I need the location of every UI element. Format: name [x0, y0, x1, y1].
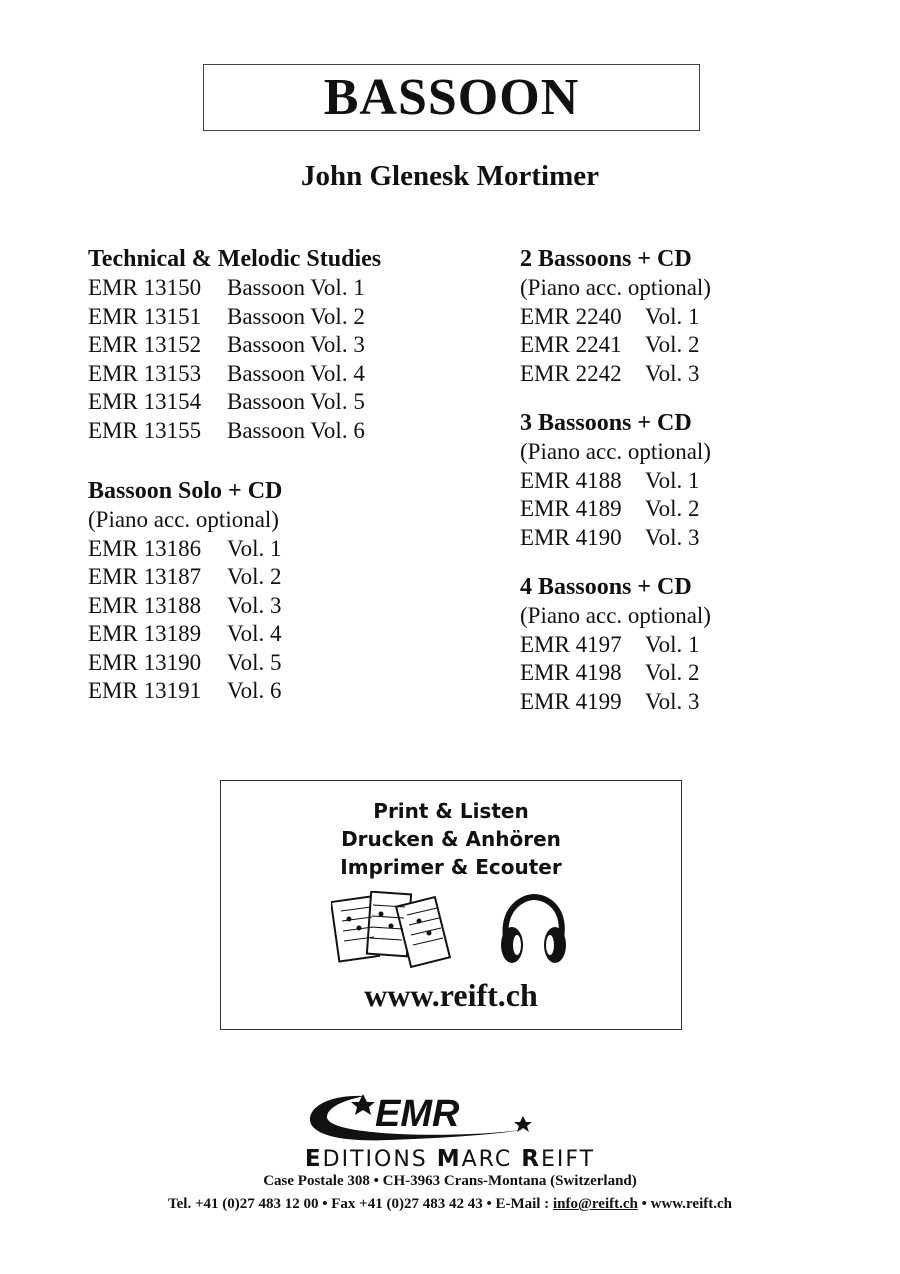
- publisher-name: EDITIONS MARC REIFT: [304, 1146, 596, 1172]
- catalog-code: EMR 13151: [88, 303, 202, 329]
- catalog-entry: [520, 524, 711, 553]
- catalog-title: Bassoon Vol. 5: [227, 389, 365, 414]
- catalog-entry: [88, 677, 381, 706]
- publisher-address: Case Postale 308 • CH-3963 Crans-Montana (Switzerland): [263, 1173, 637, 1189]
- author-name: John Glenesk Mortimer: [300, 160, 599, 192]
- catalog-title: Vol. 3: [227, 592, 282, 618]
- catalog-entry: [88, 620, 381, 649]
- page-title: BASSOON: [323, 69, 580, 126]
- catalog-title: Vol. 5: [227, 649, 282, 675]
- catalog-entry: [88, 303, 381, 332]
- catalog-code: EMR 13189: [88, 621, 202, 646]
- section-heading: 2 Bassoons + CD: [520, 246, 692, 272]
- catalog-entry: [88, 649, 381, 678]
- catalog-entry: [88, 331, 381, 360]
- catalog-title: Vol. 3: [645, 524, 700, 550]
- catalog-code: EMR 13152: [88, 332, 202, 357]
- right-catalog-column: [520, 244, 711, 716]
- catalog-entry: [88, 388, 381, 417]
- promo-line-english: Print & Listen: [373, 799, 529, 823]
- sheet-music-icon: [331, 891, 451, 971]
- section-heading: 3 Bassoons + CD: [520, 410, 692, 436]
- section-note: (Piano acc. optional): [520, 603, 711, 628]
- catalog-title: Vol. 2: [645, 660, 700, 685]
- catalog-entry: [88, 535, 381, 564]
- section-note: (Piano acc. optional): [520, 275, 711, 300]
- promo-line-german: Drucken & Anhören: [341, 827, 561, 851]
- catalog-code: EMR 2242: [520, 360, 622, 386]
- catalog-entry: [88, 563, 381, 592]
- catalog-code: EMR 4197: [520, 631, 622, 657]
- catalog-title: Vol. 6: [227, 678, 282, 703]
- catalog-title: Bassoon Vol. 3: [227, 332, 365, 357]
- catalog-code: EMR 4188: [520, 467, 622, 493]
- catalog-entry: [88, 417, 381, 446]
- email-link[interactable]: info@reift.ch: [552, 1196, 638, 1212]
- catalog-title: Vol. 3: [645, 360, 700, 386]
- catalog-code: EMR 13188: [88, 592, 202, 618]
- catalog-code: EMR 4190: [520, 524, 622, 550]
- catalog-code: EMR 2241: [520, 332, 622, 357]
- catalog-title: Vol. 4: [227, 621, 282, 646]
- catalog-code: EMR 13150: [88, 275, 202, 300]
- catalog-code: EMR 13153: [88, 360, 202, 386]
- promo-line-french: Imprimer & Ecouter: [340, 855, 562, 879]
- catalog-code: EMR 2240: [520, 303, 622, 329]
- section-note: (Piano acc. optional): [520, 439, 711, 464]
- catalog-code: EMR 4198: [520, 660, 622, 685]
- title-box: [203, 64, 700, 131]
- catalog-title: Bassoon Vol. 6: [227, 417, 365, 443]
- catalog-entry: [88, 274, 381, 303]
- catalog-title: Vol. 2: [645, 332, 700, 357]
- headphones-icon: [496, 893, 571, 971]
- promo-lines: [221, 797, 681, 881]
- catalog-title: Vol. 2: [227, 564, 282, 589]
- section-gap: [88, 445, 381, 476]
- catalog-title: Bassoon Vol. 1: [227, 275, 365, 300]
- left-catalog-column: [88, 244, 381, 706]
- catalog-title: Bassoon Vol. 4: [227, 360, 365, 386]
- catalog-code: EMR 13154: [88, 389, 202, 414]
- catalog-entry: [88, 592, 381, 621]
- catalog-title: Vol. 2: [645, 496, 700, 521]
- catalog-title: Vol. 1: [645, 631, 700, 657]
- catalog-entry: [520, 495, 711, 524]
- catalog-code: EMR 13187: [88, 564, 202, 589]
- catalog-entry: [88, 360, 381, 389]
- section-gap: [520, 552, 711, 572]
- section-heading: 4 Bassoons + CD: [520, 574, 692, 600]
- website-url: www.reift.ch: [364, 977, 538, 1013]
- catalog-code: EMR 4199: [520, 688, 622, 714]
- catalog-entry: [520, 688, 711, 717]
- catalog-code: EMR 4189: [520, 496, 622, 521]
- logo-text: EMR: [375, 1093, 460, 1135]
- catalog-title: Vol. 1: [227, 535, 282, 561]
- catalog-entry: [520, 659, 711, 688]
- catalog-entry: [520, 331, 711, 360]
- catalog-entry: [520, 360, 711, 389]
- catalog-title: Vol. 1: [645, 467, 700, 493]
- catalog-code: EMR 13155: [88, 417, 202, 443]
- catalog-entry: [520, 631, 711, 660]
- emr-logo: [305, 1088, 540, 1150]
- section-gap: [520, 388, 711, 408]
- section-heading: Bassoon Solo + CD: [88, 478, 283, 504]
- catalog-title: Bassoon Vol. 2: [227, 303, 365, 329]
- catalog-code: EMR 13191: [88, 678, 202, 703]
- catalog-title: Vol. 1: [645, 303, 700, 329]
- print-listen-box: [220, 780, 682, 1030]
- catalog-entry: [520, 303, 711, 332]
- publisher-contact: Tel. +41 (0)27 483 12 00 • Fax +41 (0)27 483 42 43 • E-Mail : info@reift.ch • www.reift.ch: [168, 1196, 732, 1212]
- catalog-entry: [520, 467, 711, 496]
- catalog-title: Vol. 3: [645, 688, 700, 714]
- section-note: (Piano acc. optional): [88, 507, 279, 532]
- catalog-code: EMR 13190: [88, 649, 202, 675]
- catalog-code: EMR 13186: [88, 535, 202, 561]
- section-heading: Technical & Melodic Studies: [88, 246, 382, 272]
